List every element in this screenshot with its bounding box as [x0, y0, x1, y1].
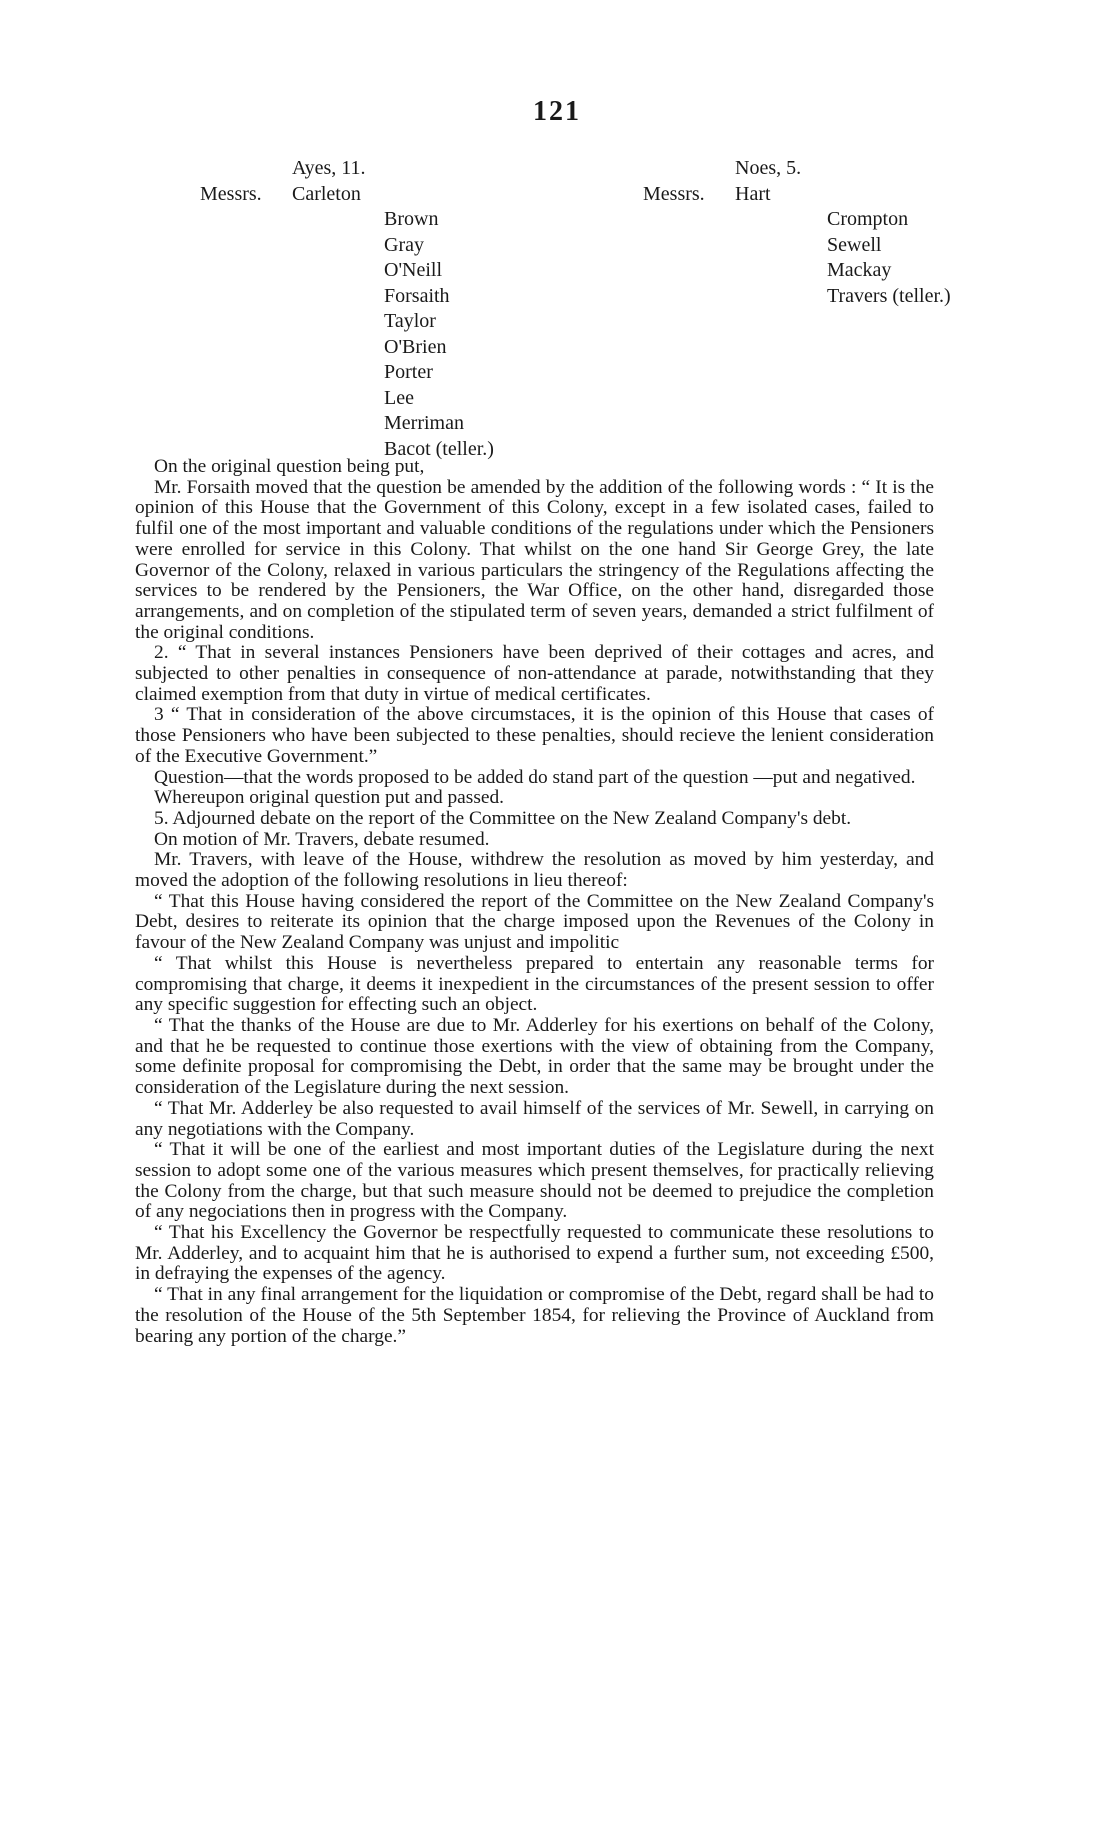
ayes-name: Bacot (teller.)	[384, 437, 494, 460]
ayes-name: Merriman	[384, 412, 464, 434]
paragraph: Whereupon original question put and passed.	[154, 787, 505, 809]
ayes-name: O'Brien	[384, 335, 447, 358]
paragraph: On motion of Mr. Travers, debate resumed.	[154, 828, 490, 850]
ayes-name: Carleton	[292, 182, 361, 205]
noes-row	[643, 182, 951, 310]
noes-name: Crompton	[827, 208, 909, 230]
paragraph: “ That Mr. Adderley be also requested to avail himself of the services of Mr. Sewell, in carrying on any negotiations with the Company.	[135, 1097, 934, 1140]
paragraph: “ That whilst this House is nevertheless prepared to entertain any reasonable terms for compromising that charge, it deems it inexpedient in the circumstances of the present session to offer any specific suggestion for effecting such an object.	[135, 952, 934, 1016]
ayes-name: Brown	[384, 208, 439, 230]
ayes-name: Gray	[384, 233, 424, 256]
paragraph: 5. Adjourned debate on the report of the Committee on the New Zealand Company's debt.	[154, 807, 852, 829]
paragraph: 3 “ That in consideration of the above circumstaces, it is the opinion of this House that cases of those Pensioners who have been subjected to these penalties, should recieve the lenient consideration of the Executive Government.”	[135, 704, 934, 767]
ayes-prefix: Messrs.	[200, 182, 262, 205]
noes-header: Noes, 5.	[735, 157, 802, 179]
ayes-column	[200, 156, 494, 462]
noes-name: Travers (teller.)	[827, 284, 951, 307]
noes-names	[735, 182, 951, 310]
paragraph: On the original question being put,	[154, 456, 425, 477]
ayes-name: O'Neill	[384, 259, 443, 281]
ayes-name: Taylor	[384, 310, 436, 332]
paragraph: “ That this House having considered the report of the Committee on the New Zealand Company's Debt, desires to reiterate its opinion that the charge imposed upon the Revenues of the Colony in favour of the New Zealand Company was unjust and impolitic	[135, 890, 934, 954]
noes-name: Sewell	[827, 233, 882, 256]
ayes-name: Porter	[384, 361, 433, 383]
ayes-name: Lee	[384, 386, 414, 409]
ayes-row	[200, 182, 494, 463]
ayes-header: Ayes, 11.	[292, 157, 366, 179]
ayes-name: Forsaith	[384, 284, 450, 307]
paragraph: “ That the thanks of the House are due to Mr. Adderley for his exertions on behalf of the Colony, and that he be requested to continue those exertions with the view of obtaining from the Company, some definite proposal for compromising the Debt, in order that the same may be brought under the consideration of the Legislature during the next session.	[135, 1014, 934, 1099]
paragraph: Question—that the words proposed to be added do stand part of the question —put and negatived.	[154, 766, 916, 788]
noes-name: Hart	[735, 182, 771, 205]
paragraph: Mr. Travers, with leave of the House, withdrew the resolution as moved by him yesterday, and moved the adoption of the following resolutions in lieu thereof:	[135, 849, 934, 892]
noes-name: Mackay	[827, 259, 892, 281]
noes-column	[643, 156, 951, 309]
division-list	[0, 156, 1114, 460]
page-number: 121	[533, 96, 581, 127]
noes-prefix: Messrs.	[643, 182, 705, 205]
paragraph: Mr. Forsaith moved that the question be amended by the addition of the following words : “ It is the opinion of this House that the Government of this Colony, except in a few isolated cases, failed to fulfil one of the most important and valuable conditions of the regulations under which the Pensioners were enrolled for service in this Colony. That whilst on the one hand Sir George Grey, the late Governor of the Colony, relaxed in various particulars the stringency of the Regulations affecting the services to be rendered by the Pensioners, the War Office, on the other hand, disregarded those arrangements, and on completion of the stipulated term of seven years, demanded a strict fulfilment of the original conditions.	[135, 476, 934, 643]
ayes-names	[292, 182, 494, 463]
paragraph: 2. “ That in several instances Pensioners have been deprived of their cottages and acres, and subjected to other penalties in consequence of non-attendance at parade, notwithstanding that they claimed exemption from that duty in virtue of medical certificates.	[135, 642, 934, 705]
paragraph: “ That his Excellency the Governor be respectfully requested to communicate these resolutions to Mr. Adderley, and to acquaint him that he is authorised to expend a further sum, not exceeding £500, in defraying the expenses of the agency.	[135, 1222, 934, 1285]
paragraph: “ That it will be one of the earliest and most important duties of the Legislature during the next session to adopt some one of the various measures which present themselves, for practically relieving the Colony from the charge, but that such measure should not be deemed to prejudice the completion of any negociations then in progress with the Company.	[135, 1139, 934, 1223]
paragraph: “ That in any final arrangement for the liquidation or compromise of the Debt, regard shall be had to the resolution of the House of the 5th September 1854, for relieving the Province of Auckland from bearing any portion of the charge.”	[135, 1284, 934, 1347]
journal-body	[135, 457, 934, 1347]
